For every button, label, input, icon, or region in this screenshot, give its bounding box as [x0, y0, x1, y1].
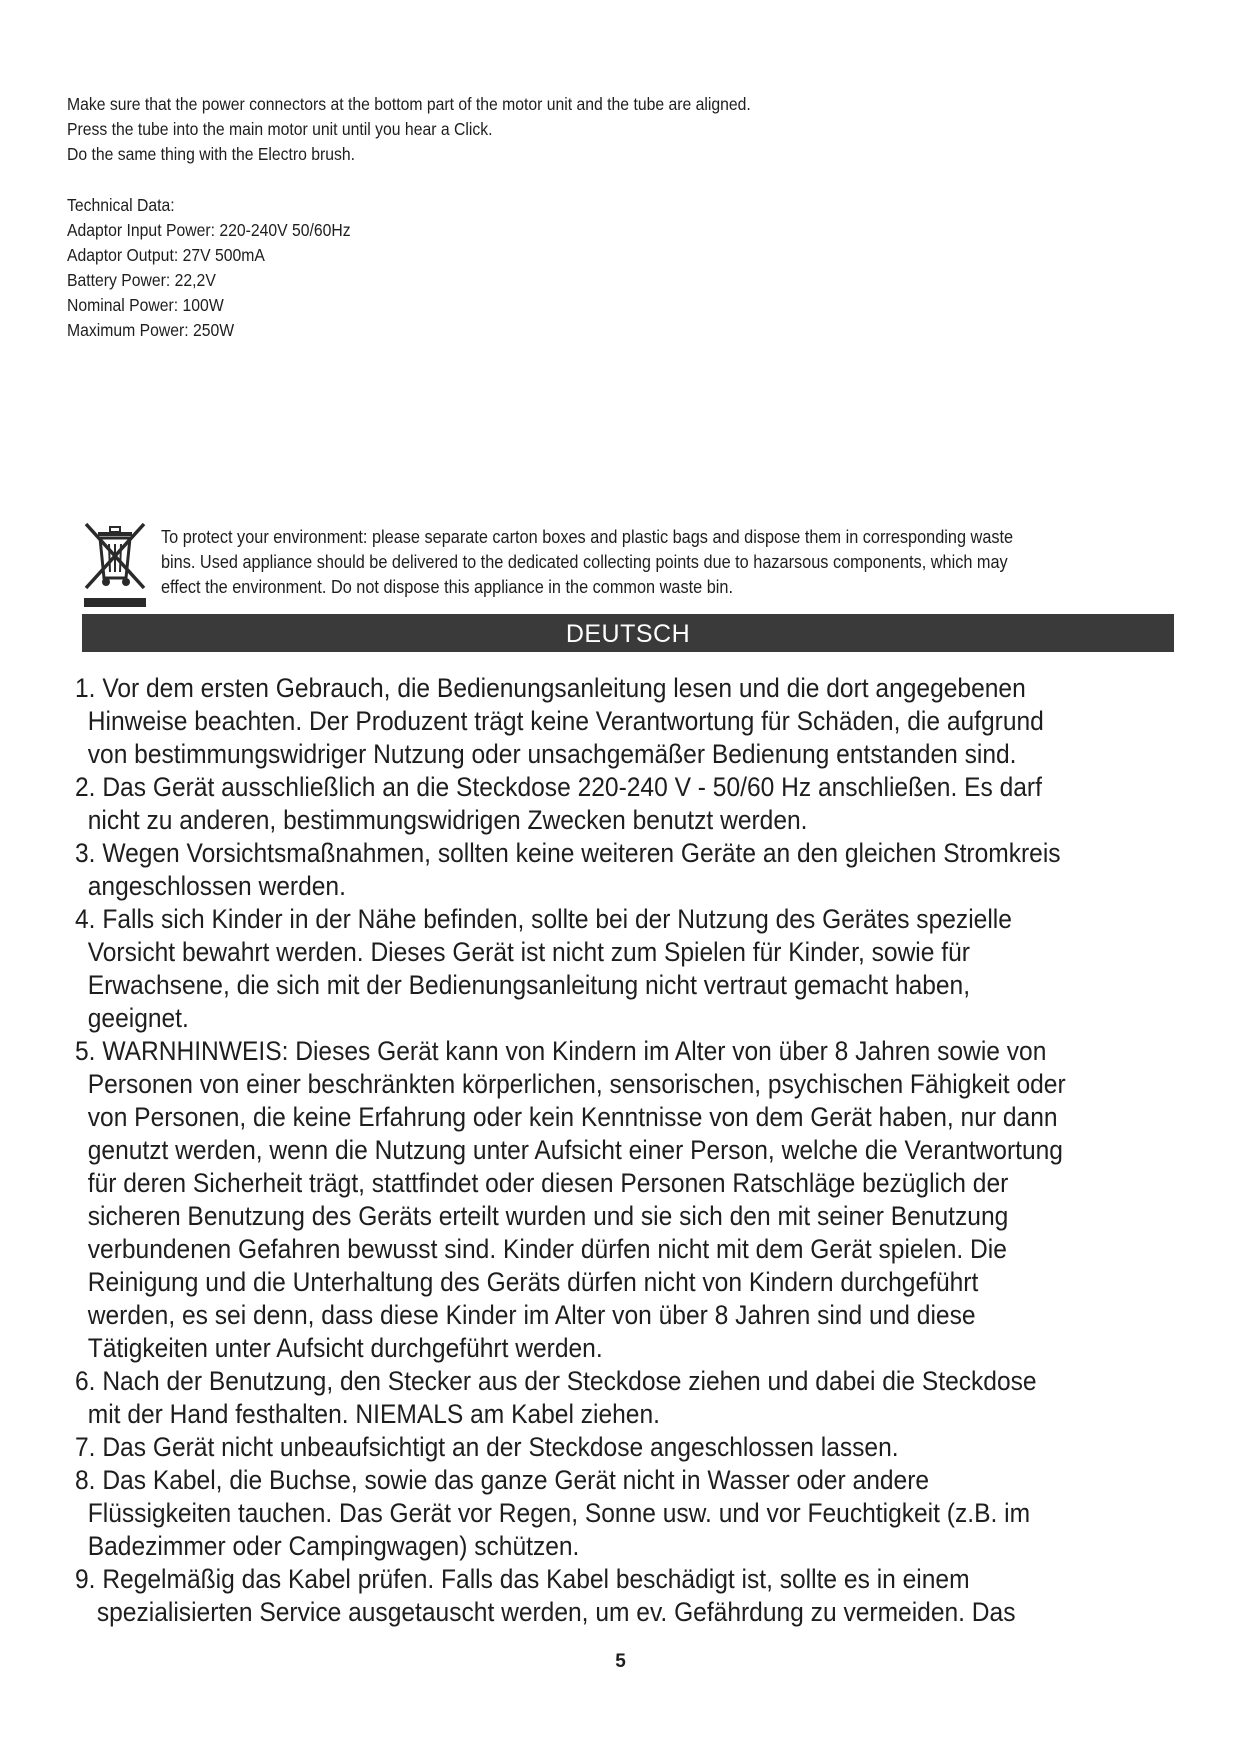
instruction-line: genutzt werden, wenn die Nutzung unter Aufsicht einer Person, welche die Verantwortung: [87, 1135, 1063, 1165]
technical-line: Battery Power: 22,2V: [67, 270, 216, 290]
environment-line: bins. Used appliance should be delivered to the dedicated collecting points due to hazarsous components, which may: [161, 552, 1008, 572]
environment-notice: [161, 525, 1066, 600]
instruction-item-6: [75, 1365, 1167, 1431]
instruction-item-8: [75, 1464, 1167, 1563]
instruction-line: von Personen, die keine Erfahrung oder kein Kenntnisse von dem Gerät haben, nur dann: [87, 1102, 1058, 1132]
instruction-line: nicht zu anderen, bestimmungswidrigen Zwecken benutzt werden.: [87, 805, 808, 835]
instruction-line: sicheren Benutzung des Geräts erteilt wurden und sie sich den mit seiner Benutzung: [87, 1201, 1009, 1231]
instruction-line: mit der Hand festhalten. NIEMALS am Kabel ziehen.: [87, 1399, 660, 1429]
technical-data: [67, 193, 787, 343]
weee-crossed-bin-icon: [82, 522, 148, 608]
instruction-line: 1. Vor dem ersten Gebrauch, die Bedienungsanleitung lesen und die dort angegebenen: [75, 673, 1026, 703]
instruction-item-4: [75, 903, 1167, 1035]
environment-line: effect the environment. Do not dispose this appliance in the common waste bin.: [161, 577, 733, 597]
instruction-line: Vorsicht bewahrt werden. Dieses Gerät ist nicht zum Spielen für Kinder, sowie für: [87, 937, 970, 967]
instruction-item-3: [75, 837, 1167, 903]
instruction-line: verbundenen Gefahren bewusst sind. Kinder dürfen nicht mit dem Gerät spielen. Die: [87, 1234, 1007, 1264]
technical-line: Nominal Power: 100W: [67, 295, 224, 315]
instruction-line: Erwachsene, die sich mit der Bedienungsanleitung nicht vertraut gemacht haben,: [87, 970, 971, 1000]
technical-heading: Technical Data:: [67, 195, 175, 215]
intro-line: Do the same thing with the Electro brush.: [67, 144, 356, 164]
instruction-line: für deren Sicherheit trägt, stattfindet oder diesen Personen Ratschläge bezüglich der: [87, 1168, 1009, 1198]
instruction-line: 4. Falls sich Kinder in der Nähe befinden, sollte bei der Nutzung des Gerätes spezielle: [75, 904, 1012, 934]
intro-line: Make sure that the power connectors at the bottom part of the motor unit and the tube are aligned.: [67, 94, 751, 114]
instruction-line: Tätigkeiten unter Aufsicht durchgeführt werden.: [87, 1333, 603, 1363]
instruction-line: angeschlossen werden.: [87, 871, 346, 901]
instruction-line: Personen von einer beschränkten körperlichen, sensorischen, psychischen Fähigkeit oder: [87, 1069, 1066, 1099]
instruction-line: 2. Das Gerät ausschließlich an die Steckdose 220-240 V - 50/60 Hz anschließen. Es darf: [75, 772, 1042, 802]
instruction-line: Hinweise beachten. Der Produzent trägt keine Verantwortung für Schäden, die aufgrund: [87, 706, 1044, 736]
intro-line: Press the tube into the main motor unit until you hear a Click.: [67, 119, 493, 139]
intro-instructions: [67, 92, 967, 167]
instruction-line: 9. Regelmäßig das Kabel prüfen. Falls das Kabel beschädigt ist, sollte es in einem: [75, 1564, 970, 1594]
instruction-line: 3. Wegen Vorsichtsmaßnahmen, sollten keine weiteren Geräte an den gleichen Stromkreis: [75, 838, 1061, 868]
instruction-item-9: [75, 1563, 1167, 1629]
page-number: 5: [615, 1651, 626, 1672]
instruction-line: 7. Das Gerät nicht unbeaufsichtigt an der Steckdose angeschlossen lassen.: [75, 1432, 899, 1462]
instruction-list: [75, 672, 1167, 1629]
technical-line: Adaptor Output: 27V 500mA: [67, 245, 265, 265]
instruction-line: 8. Das Kabel, die Buchse, sowie das ganze Gerät nicht in Wasser oder andere: [75, 1465, 930, 1495]
instruction-line: Flüssigkeiten tauchen. Das Gerät vor Regen, Sonne usw. und vor Feuchtigkeit (z.B. im: [87, 1498, 1031, 1528]
instruction-line: geeignet.: [87, 1003, 189, 1033]
instruction-line: von bestimmungswidriger Nutzung oder unsachgemäßer Bedienung entstanden sind.: [87, 739, 1017, 769]
instruction-item-2: [75, 771, 1167, 837]
technical-line: Maximum Power: 250W: [67, 320, 235, 340]
instruction-item-5: [75, 1035, 1167, 1365]
environment-line: To protect your environment: please separate carton boxes and plastic bags and dispose them in corresponding waste: [161, 527, 1014, 547]
instruction-item-1: [75, 672, 1167, 771]
instruction-line: Reinigung und die Unterhaltung des Geräts dürfen nicht von Kindern durchgeführt: [87, 1267, 979, 1297]
instruction-line: Badezimmer oder Campingwagen) schützen.: [87, 1531, 580, 1561]
instruction-line: spezialisierten Service ausgetauscht werden, um ev. Gefährdung zu vermeiden. Das: [96, 1597, 1016, 1627]
technical-line: Adaptor Input Power: 220-240V 50/60Hz: [67, 220, 351, 240]
language-section-banner: DEUTSCH: [82, 614, 1174, 652]
instruction-line: werden, es sei denn, dass diese Kinder im Alter von über 8 Jahren sind und diese: [87, 1300, 976, 1330]
instruction-line: 6. Nach der Benutzung, den Stecker aus der Steckdose ziehen und dabei die Steckdose: [75, 1366, 1037, 1396]
instruction-item-7: [75, 1431, 1167, 1464]
instruction-line: 5. WARNHINWEIS: Dieses Gerät kann von Kindern im Alter von über 8 Jahren sowie von: [75, 1036, 1047, 1066]
